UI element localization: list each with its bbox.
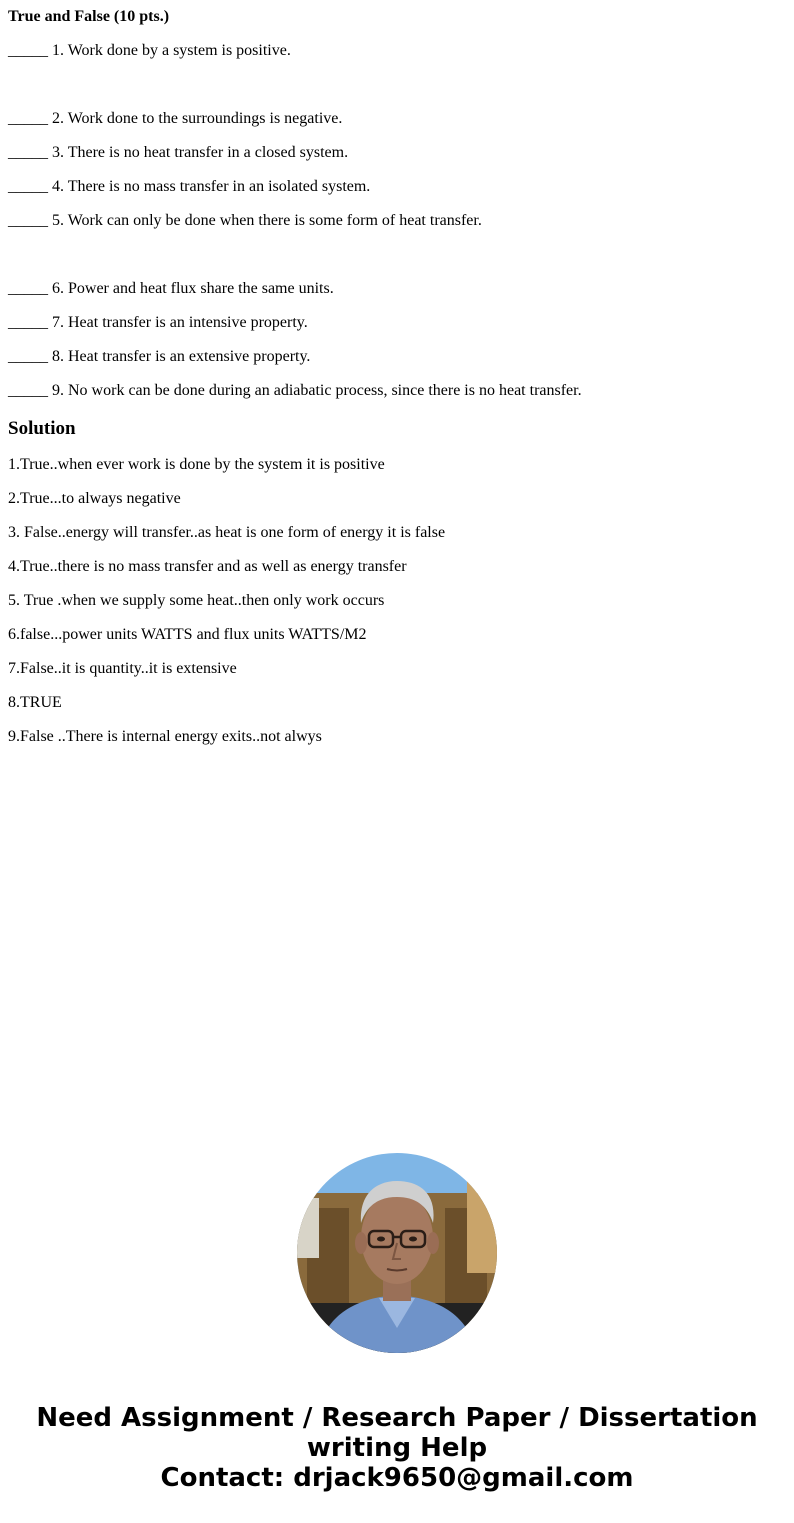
promo-banner [0,1403,794,1493]
section-title: True and False (10 pts.) [8,8,170,25]
promo-line-1: Need Assignment / Research Paper / Dissertation [36,1403,758,1433]
solution-title: Solution [8,418,76,439]
document-body [8,0,786,746]
question-1: _____ 1. Work done by a system is positive. [8,42,291,59]
question-9: _____ 9. No work can be done during an adiabatic process, since there is no heat transfer. [8,382,582,399]
question-6: _____ 6. Power and heat flux share the same units. [8,280,334,297]
answer-7: 7.False..it is quantity..it is extensive [8,660,237,677]
question-4: _____ 4. There is no mass transfer in an isolated system. [8,178,371,195]
answer-1: 1.True..when ever work is done by the system it is positive [8,456,385,473]
spacer [8,60,786,94]
answer-2: 2.True...to always negative [8,490,181,507]
avatar [297,1153,497,1353]
question-8: _____ 8. Heat transfer is an extensive property. [8,348,311,365]
question-5: _____ 5. Work can only be done when there is some form of heat transfer. [8,212,482,229]
answer-9: 9.False ..There is internal energy exits..not alwys [8,728,322,745]
avatar-portrait [297,1153,497,1353]
question-2: _____ 2. Work done to the surroundings is negative. [8,110,343,127]
answer-5: 5. True .when we supply some heat..then only work occurs [8,592,385,609]
promo-line-2: writing Help [306,1433,488,1463]
question-3: _____ 3. There is no heat transfer in a closed system. [8,144,349,161]
answer-4: 4.True..there is no mass transfer and as well as energy transfer [8,558,407,575]
spacer [8,230,786,264]
answer-8: 8.TRUE [8,694,62,711]
answer-3: 3. False..energy will transfer..as heat is one form of energy it is false [8,524,446,541]
promo-contact: Contact: drjack9650@gmail.com [160,1463,634,1493]
answer-6: 6.false...power units WATTS and flux units WATTS/M2 [8,626,367,643]
question-7: _____ 7. Heat transfer is an intensive property. [8,314,308,331]
